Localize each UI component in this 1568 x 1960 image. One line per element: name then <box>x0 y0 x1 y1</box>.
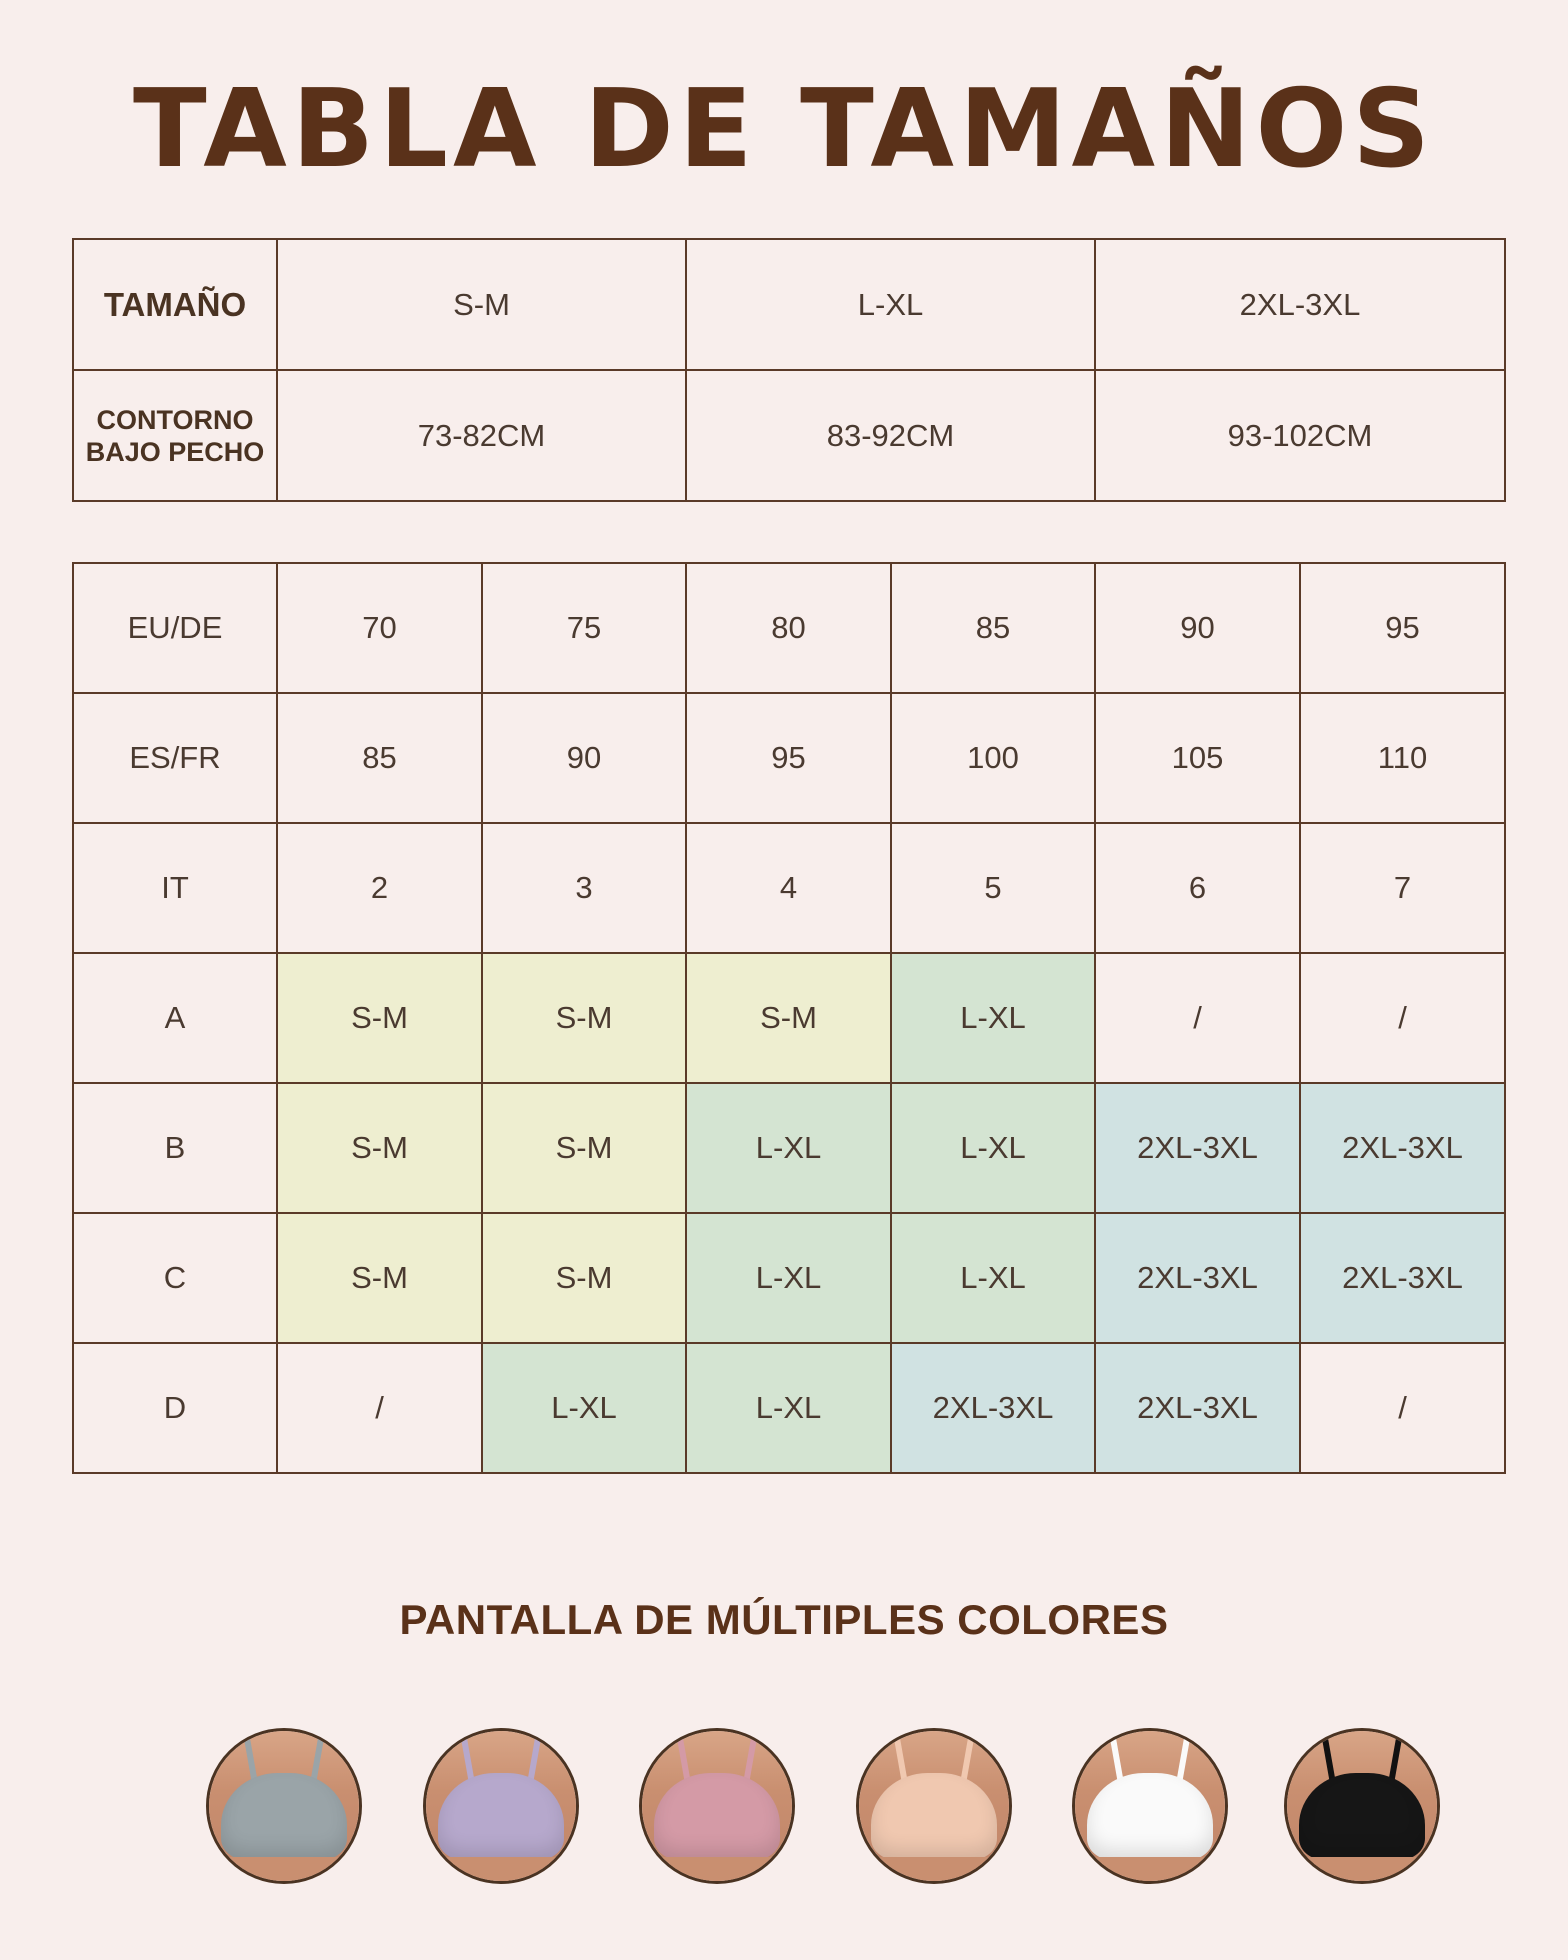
row-header-underbust <box>73 370 277 501</box>
table-row <box>73 563 1505 693</box>
row-header: D <box>73 1343 277 1473</box>
table-cell: 7 <box>1300 823 1505 953</box>
table-cell: L-XL <box>891 953 1095 1083</box>
table-cell: 95 <box>1300 563 1505 693</box>
model-skin <box>1287 1857 1437 1881</box>
table-cell: 3 <box>482 823 686 953</box>
table-row <box>73 693 1505 823</box>
table-row <box>73 1343 1505 1473</box>
table-cell: 100 <box>891 693 1095 823</box>
bra-image <box>654 1773 780 1860</box>
bra-image <box>438 1773 564 1860</box>
color-swatch-lavender[interactable] <box>423 1728 579 1884</box>
colors-section-title: PANTALLA DE MÚLTIPLES COLORES <box>399 1596 1169 1643</box>
page-title: TABLA DE TAMAÑOS <box>132 67 1436 192</box>
table-cell: S-M <box>277 1083 482 1213</box>
table-cell: 83-92CM <box>686 370 1095 501</box>
table-cell: 73-82CM <box>277 370 686 501</box>
table-cell: 2XL-3XL <box>1095 1213 1300 1343</box>
bra-image <box>871 1773 997 1860</box>
color-swatches <box>0 1728 1568 1888</box>
row-header: B <box>73 1083 277 1213</box>
table-cell: L-XL <box>891 1083 1095 1213</box>
color-swatch-nude[interactable] <box>856 1728 1012 1884</box>
table-cell: 2XL-3XL <box>1300 1213 1505 1343</box>
table-cell: 75 <box>482 563 686 693</box>
table-cell: L-XL <box>686 1213 891 1343</box>
table-cell: 4 <box>686 823 891 953</box>
table-cell: 2XL-3XL <box>1095 239 1505 370</box>
row-header: IT <box>73 823 277 953</box>
table-cell: S-M <box>482 1213 686 1343</box>
row-header: EU/DE <box>73 563 277 693</box>
row-header-line: BAJO PECHO <box>85 436 265 467</box>
model-skin <box>209 1857 359 1881</box>
table-cell: L-XL <box>482 1343 686 1473</box>
row-header: A <box>73 953 277 1083</box>
color-swatch-pink[interactable] <box>639 1728 795 1884</box>
conversion-table <box>72 562 1506 1474</box>
table-cell: 80 <box>686 563 891 693</box>
table-cell: L-XL <box>686 239 1095 370</box>
color-swatch-gray[interactable] <box>206 1728 362 1884</box>
table-cell: 85 <box>891 563 1095 693</box>
table-row <box>73 823 1505 953</box>
bra-image <box>1087 1773 1213 1860</box>
row-header: C <box>73 1213 277 1343</box>
row-header-size: TAMAÑO <box>73 239 277 370</box>
table-cell: 95 <box>686 693 891 823</box>
table-cell: 5 <box>891 823 1095 953</box>
table-cell: 90 <box>482 693 686 823</box>
table-cell: / <box>1300 1343 1505 1473</box>
table-cell: 2XL-3XL <box>1095 1083 1300 1213</box>
table-cell: 90 <box>1095 563 1300 693</box>
table-row <box>73 1083 1505 1213</box>
table-cell: L-XL <box>891 1213 1095 1343</box>
model-skin <box>426 1857 576 1881</box>
table-cell: 110 <box>1300 693 1505 823</box>
color-swatch-black[interactable] <box>1284 1728 1440 1884</box>
color-swatch-white[interactable] <box>1072 1728 1228 1884</box>
table-row <box>73 1213 1505 1343</box>
table-cell: S-M <box>482 953 686 1083</box>
table-cell: S-M <box>482 1083 686 1213</box>
table-cell: 93-102CM <box>1095 370 1505 501</box>
table-cell: L-XL <box>686 1343 891 1473</box>
size-table <box>72 238 1506 502</box>
bra-image <box>221 1773 347 1860</box>
table-cell: 2XL-3XL <box>1300 1083 1505 1213</box>
table-cell: 6 <box>1095 823 1300 953</box>
table-cell: L-XL <box>686 1083 891 1213</box>
table-row <box>73 953 1505 1083</box>
table-cell: 2 <box>277 823 482 953</box>
table-cell: 70 <box>277 563 482 693</box>
table-cell: 2XL-3XL <box>891 1343 1095 1473</box>
table-cell: S-M <box>277 953 482 1083</box>
model-skin <box>859 1857 1009 1881</box>
model-skin <box>1075 1857 1225 1881</box>
table-row <box>73 239 1505 370</box>
table-cell: 85 <box>277 693 482 823</box>
row-header: ES/FR <box>73 693 277 823</box>
table-cell: S-M <box>277 1213 482 1343</box>
table-row <box>73 370 1505 501</box>
table-cell: S-M <box>686 953 891 1083</box>
table-cell: / <box>1300 953 1505 1083</box>
table-cell: S-M <box>277 239 686 370</box>
row-header-line: CONTORNO <box>96 404 254 435</box>
table-cell: / <box>277 1343 482 1473</box>
model-skin <box>642 1857 792 1881</box>
bra-image <box>1299 1773 1425 1860</box>
table-cell: 2XL-3XL <box>1095 1343 1300 1473</box>
table-cell: / <box>1095 953 1300 1083</box>
table-cell: 105 <box>1095 693 1300 823</box>
